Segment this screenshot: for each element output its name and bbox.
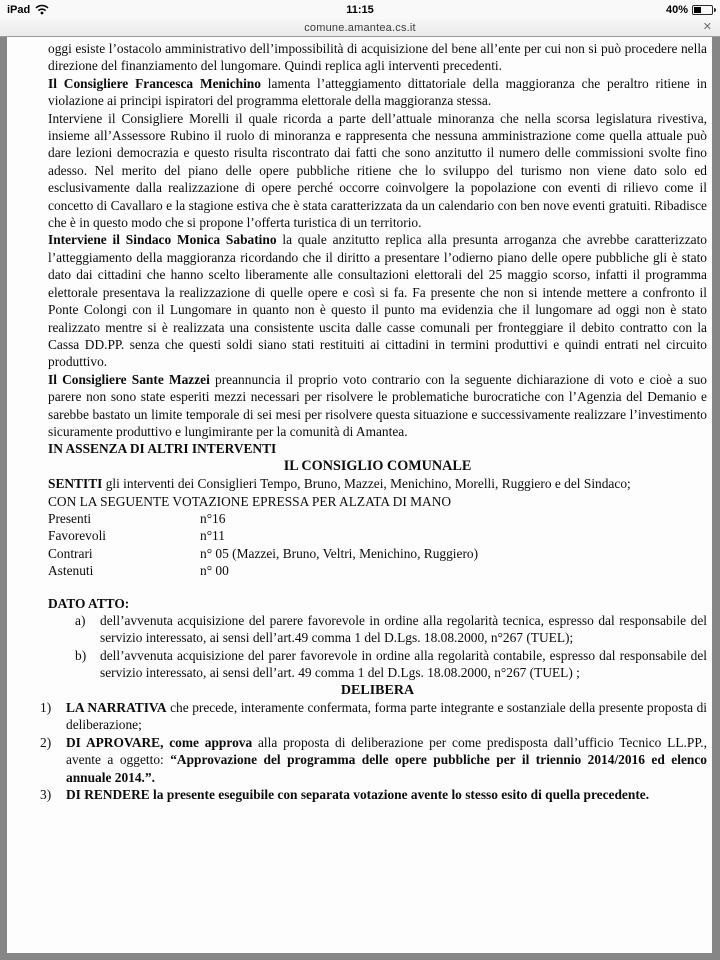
council-heading: IL CONSIGLIO COMUNALE: [283, 457, 472, 474]
speaker-sabatino: Interviene il Sindaco Monica Sabatino: [48, 232, 277, 248]
speaker-menichino: Il Consigliere Francesca Menichino: [48, 75, 261, 91]
delibera-item-2: [40, 734, 707, 786]
device-label: iPad: [7, 3, 31, 16]
vote-label: Contrari: [48, 545, 93, 561]
vote-row-favorevoli: [48, 527, 707, 544]
status-bar: [0, 0, 720, 19]
list-item-text: [66, 786, 707, 803]
vote-row-contrari: [48, 545, 707, 562]
battery-percent: 40%: [665, 3, 688, 16]
paragraph-mazzei-text: preannuncia il proprio voto contrario con la seguente dichiarazione di voto e cioè a suo parere non sono state esperiti mezzi necessari per risolvere le problematiche burocratiche con l’Agenzia del Demanio e sarebbe bastato un limite temporale di sei mesi per risolvere questa situazione e successivamente realizzare l’investimento sicuramente produttivo e lungimirante per la comunità di Amantea.: [48, 371, 707, 439]
list-marker: 2): [40, 734, 52, 750]
delibera-mid: che precede, interamente confermata, forma parte integrante e sostanziale della presente proposta di deliberazione;: [66, 700, 708, 733]
clock: 11:15: [346, 3, 374, 16]
list-marker: 1): [40, 700, 52, 716]
document-body: [7, 37, 712, 803]
vote-row-astenuti: [48, 562, 707, 579]
votazione-line: CON LA SEGUENTE VOTAZIONE EPRESSA PER ALZATA DI MANO: [48, 493, 452, 509]
list-item-text: dell’avvenuta acquisizione del parer favorevole in ordine alla regolarità contabile, espresso dal responsabile del servizio interessato, ai sensi dell’art. 49 comma 1 del D.Lgs. 18.08.2000, n°267 (TUEL) ;: [100, 647, 707, 681]
vote-value: n° 00: [200, 563, 229, 579]
vote-value: n°16: [200, 510, 226, 526]
list-marker: b): [75, 647, 87, 663]
delibera-item-3: [40, 786, 707, 803]
paragraph-menichino: [48, 75, 707, 110]
delibera-lead: LA NARRATIVA: [66, 700, 167, 716]
vote-label: Presenti: [48, 510, 92, 526]
url-domain[interactable]: comune.amantea.cs.it: [304, 21, 416, 34]
paragraph-sabatino: [48, 231, 707, 370]
paragraph-mazzei: [48, 371, 707, 441]
document-viewport[interactable]: [0, 37, 720, 960]
vote-row-presenti: [48, 510, 707, 527]
delibera-lead: DI RENDERE la presente eseguibile con separata votazione avente lo stesso esito di quella precedente.: [66, 787, 650, 803]
delibera-lead: DI APROVARE, come approva: [66, 734, 253, 750]
delibera-tail: “Approvazione del programma delle opere pubbliche per il triennio 2014/2016 ed elenco annuale 2014.”.: [66, 752, 707, 785]
list-marker: 3): [40, 787, 52, 803]
sentiti-lead: SENTITI: [48, 476, 103, 492]
sentiti-paragraph: [48, 475, 707, 492]
paragraph-morelli: Interviene il Consigliere Morelli il quale ricorda a parte dell’attuale minoranza che nella scorsa legislatura rivestiva, insieme all’Assessore Rubino il ruolo di minoranza e rappresenta che nessuna amministrazione come quella attuale può dare lezioni democrazia e questo risulta riscontrato dai fatti che sono anzitutto il numero delle commissioni svolte fino adesso. Nel merito del piano delle opere pubbliche ritiene che lo sviluppo del turismo non viene dato solo ed esclusivamente dalla realizzazione di opere perché occorre coinvolgere la popolazione con eventi di rilievo come il concetto di Cavallaro e la stagione estiva che è stata caratterizzata da un calendario con ben nove eventi gratuiti. Ribadisce che è in questo modo che si propone l’offerta turistica di un territorio.: [48, 110, 707, 231]
paragraph-sabatino-text: la quale anzitutto replica alla presunta arroganza che avrebbe caratterizzato l’atteggiamento della maggioranza ricordando che il diritto a presentare l’odierno piano delle opere pubbliche gli è stato dato dai cittadini che hanno scelto liberamente alle consultazioni elettorali del 25 maggio scorso, infatti il programma elettorale presentava la realizzazione di quelle opere e così si fa. Fa presente che non si intende mettere a confronto il Ponte Colongi con il Lungomare in quanto non è questo il punto ma evidenzia che il lungomare ad oggi non è stato realizzato mentre si è realizzata una consistente uscita dalle casse comunali per fronteggiare il debito contratto con la Cassa DD.PP. senza che questi soldi siano stati restituiti ai cittadini in termini produttivi e quindi entrati nel circuito produttivo.: [48, 232, 707, 370]
vote-table: [48, 510, 707, 580]
dato-item-a: [75, 612, 707, 647]
delibera-item-1: [40, 699, 707, 734]
vote-label: Favorevoli: [48, 528, 107, 544]
close-icon[interactable]: ✕: [702, 21, 712, 33]
delibera-mid: alla proposta di deliberazione per come predisposta dall’ufficio Tecnico LL.PP., avente a oggetto:: [66, 734, 707, 768]
vote-label: Astenuti: [48, 563, 94, 579]
vote-value: n°11: [200, 528, 225, 544]
dato-atto-heading: DATO ATTO:: [48, 595, 130, 611]
paragraph-intro: oggi esiste l’ostacolo amministrativo dell’impossibilità di acquisizione del bene all’ente per cui non si può procedere nella direzione del finanziamento del lungomare. Quindi replica agli interventi precedenti.: [48, 41, 707, 74]
paragraph-menichino-text: lamenta l’atteggiamento dittatoriale della maggioranza che peraltro ritiene in violazione ai principi ispiratori del programma elettorale della maggioranza stessa.: [48, 75, 707, 109]
delibera-heading: DELIBERA: [340, 682, 415, 698]
list-item-text: [66, 734, 707, 786]
list-item-text: [66, 699, 707, 734]
dato-item-b: [75, 647, 707, 682]
status-right: [666, 4, 713, 16]
no-interventions-line: IN ASSENZA DI ALTRI INTERVENTI: [48, 441, 277, 457]
sentiti-text: gli interventi dei Consiglieri Tempo, Bruno, Mazzei, Menichino, Morelli, Ruggiero e del Sindaco;: [102, 476, 631, 492]
battery-icon: [692, 5, 713, 15]
document-page: [7, 37, 712, 953]
vote-value: n° 05 (Mazzei, Bruno, Veltri, Menichino, Ruggiero): [200, 545, 479, 561]
url-bar[interactable]: [0, 19, 720, 37]
speaker-mazzei: Il Consigliere Sante Mazzei: [48, 371, 210, 387]
list-item-text: dell’avvenuta acquisizione del parere favorevole in ordine alla regolarità tecnica, espresso dal responsabile del servizio interessato, ai sensi dell’art.49 comma 1 del D.Lgs. 18.08.2000, n°267 (TUEL);: [100, 613, 707, 646]
list-marker: a): [75, 613, 86, 628]
